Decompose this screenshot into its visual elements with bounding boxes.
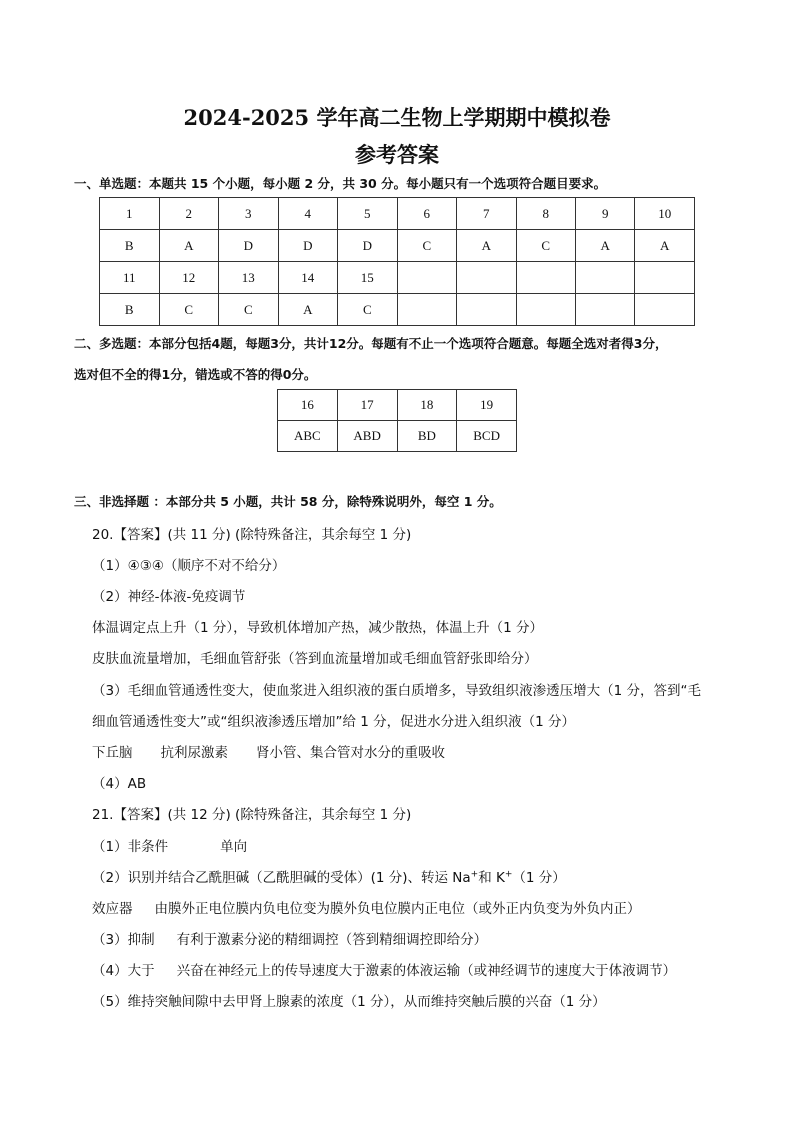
table-cell [397, 262, 456, 294]
table-row [278, 390, 517, 421]
table-row [100, 262, 695, 294]
q21-answer-3 [92, 928, 487, 948]
table-cell: 8 [516, 198, 575, 230]
q21-answer-2-part2: 和 K [478, 870, 505, 886]
table-cell: D [338, 230, 398, 262]
table-cell [635, 294, 695, 326]
table-cell: BCD [457, 421, 517, 452]
table-row [100, 198, 695, 230]
section2-heading-line1: 二、多选题：本部分包括4题，每题3分，共计12分。每题有不止一个选项符合题意。每题全选对者得3分， [74, 336, 668, 351]
table-cell: C [516, 230, 575, 262]
table-cell: ABD [337, 421, 397, 452]
q21-answer-3-part1: （3）抑制 [92, 932, 155, 948]
q21-answer-1-part1: （1）非条件 [92, 839, 169, 855]
table-cell: 7 [457, 198, 516, 230]
q20-answer-3: （3）毛细血管通透性变大，使血浆进入组织液的蛋白质增多，导致组织液渗透压增大（1 分，答到“毛 [92, 683, 701, 699]
table-cell: 1 [100, 198, 160, 230]
table-cell [575, 262, 634, 294]
table-cell: A [159, 230, 219, 262]
single-choice-answer-table [99, 197, 695, 326]
table-cell: A [635, 230, 695, 262]
q20-answer-2c: 皮肤血流量增加，毛细血管舒张（答到血流量增加或毛细血管舒张即给分） [92, 651, 538, 667]
page-subtitle: 参考答案 [355, 142, 439, 167]
sodium-charge: + [470, 869, 479, 880]
table-cell: 11 [100, 262, 160, 294]
q20-answer-1: （1）④③④（顺序不对不给分） [92, 558, 286, 574]
q20-answer-3b-part1: 下丘脑 [92, 745, 133, 761]
table-cell [516, 262, 575, 294]
table-cell: ABC [278, 421, 338, 452]
q21-answer-4-part2: 兴奋在神经元上的传导速度大于激素的体液运输（或神经调节的速度大于体液调节） [176, 963, 677, 979]
page-title: 2024-2025 学年高二生物上学期期中模拟卷 [183, 105, 611, 130]
table-cell [516, 294, 575, 326]
table-cell: 6 [397, 198, 456, 230]
table-cell: BD [397, 421, 457, 452]
q20-answer-2b: 体温调定点上升（1 分），导致机体增加产热，减少散热，体温上升（1 分） [92, 620, 544, 636]
q21-answer-2 [92, 866, 566, 886]
table-cell: 9 [575, 198, 634, 230]
table-cell: 16 [278, 390, 338, 421]
table-cell: A [575, 230, 634, 262]
table-cell: B [100, 230, 160, 262]
table-cell: 4 [278, 198, 338, 230]
table-cell: B [100, 294, 160, 326]
table-cell: 2 [159, 198, 219, 230]
table-cell: D [219, 230, 279, 262]
table-cell: 12 [159, 262, 219, 294]
multi-choice-answer-table [277, 389, 517, 452]
table-cell: 13 [219, 262, 279, 294]
q21-answer-4 [92, 959, 676, 979]
q20-answer-3-cont: 细血管通透性变大”或“组织液渗透压增加”给 1 分，促进水分进入组织液（1 分） [92, 714, 576, 730]
table-row [100, 294, 695, 326]
q21-answer-1 [92, 835, 247, 855]
table-cell: 17 [337, 390, 397, 421]
table-cell [457, 262, 516, 294]
table-cell: 10 [635, 198, 695, 230]
table-cell: D [278, 230, 338, 262]
q21-answer-1-part2: 单向 [220, 839, 248, 855]
q21-answer-2b-part1: 效应器 [92, 901, 133, 917]
q21-answer-2b [92, 897, 641, 917]
section1-heading: 一、单选题：本题共 15 个小题，每小题 2 分，共 30 分。每小题只有一个选项符合题目要求。 [74, 176, 607, 191]
q21-answer-2-part3: （1 分） [512, 870, 566, 886]
table-row [278, 421, 517, 452]
table-cell [457, 294, 516, 326]
potassium-charge: + [504, 869, 513, 880]
q21-answer-3-part2: 有利于激素分泌的精细调控（答到精细调控即给分） [176, 932, 488, 948]
q20-answer-3b [92, 741, 445, 761]
q20-heading: 20.【答案】(共 11 分) (除特殊备注，其余每空 1 分) [92, 527, 412, 543]
table-cell: A [278, 294, 338, 326]
table-cell: C [219, 294, 279, 326]
section3-heading: 三、非选择题 ：本部分共 5 小题，共计 58 分，除特殊说明外，每空 1 分。 [74, 494, 502, 509]
q20-answer-3b-part2: 抗利尿激素 [160, 745, 228, 761]
table-row [100, 230, 695, 262]
table-cell: 18 [397, 390, 457, 421]
q21-answer-2-part1: （2）识别并结合乙酰胆碱（乙酰胆碱的受体）(1 分)、转运 Na [92, 870, 471, 886]
table-cell: 5 [338, 198, 398, 230]
table-cell: C [397, 230, 456, 262]
q21-answer-4-part1: （4）大于 [92, 963, 155, 979]
table-cell: 3 [219, 198, 279, 230]
table-cell: 19 [457, 390, 517, 421]
q20-answer-2: （2）神经-体液-免疫调节 [92, 589, 246, 605]
q21-answer-5: （5）维持突触间隙中去甲肾上腺素的浓度（1 分），从而维持突触后膜的兴奋（1 分） [92, 994, 606, 1010]
table-cell: A [457, 230, 516, 262]
table-cell: 14 [278, 262, 338, 294]
q20-answer-3b-part3: 肾小管、集合管对水分的重吸收 [256, 745, 445, 761]
table-cell: C [338, 294, 398, 326]
q21-answer-2b-part2: 由膜外正电位膜内负电位变为膜外负电位膜内正电位（或外正内负变为外负内正） [154, 901, 641, 917]
section2-heading-line2: 选对但不全的得1分，错选或不答的得0分。 [74, 367, 317, 382]
table-cell [575, 294, 634, 326]
q20-answer-4: （4）AB [92, 776, 147, 792]
table-cell [635, 262, 695, 294]
q21-heading: 21.【答案】(共 12 分) (除特殊备注，其余每空 1 分) [92, 807, 412, 823]
table-cell [397, 294, 456, 326]
table-cell: C [159, 294, 219, 326]
table-cell: 15 [338, 262, 398, 294]
